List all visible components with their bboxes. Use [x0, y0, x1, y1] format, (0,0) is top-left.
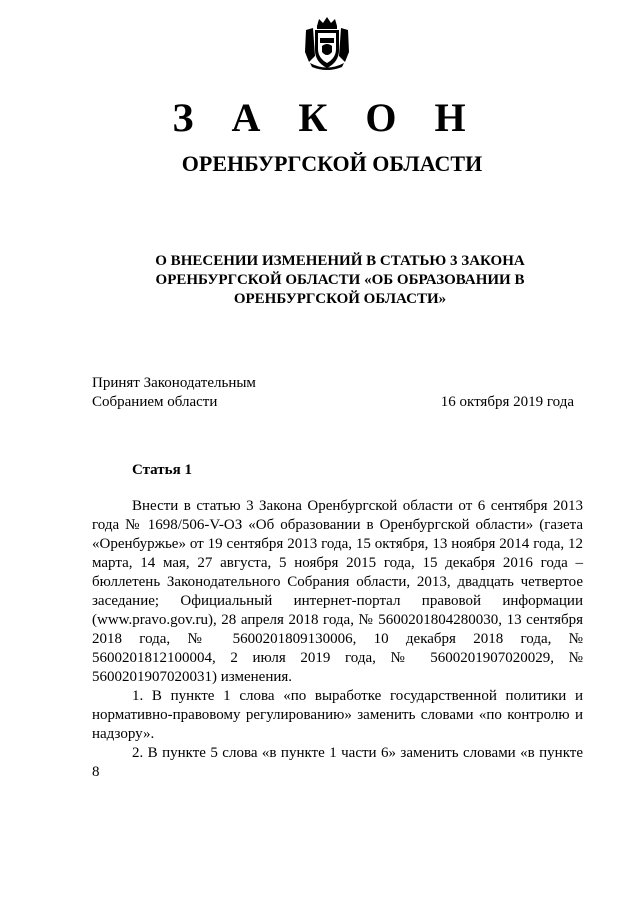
article-paragraph-intro: Внести в статью 3 Закона Оренбургской области от 6 сентября 2013 года № 1698/506-V-ОЗ «Об образовании в Оренбургской области» (газета «Оренбуржье» от 19 сентября 2013 года, 15 октября, 13 ноября 2014 года, 12 марта, 14 мая, 27 августа, 5 ноября 2015 года, 15 декабря 2016 года – бюллетень Законодательного Собрания области, 2013, двадцать четвертое заседание; Официальный интернет-портал правовой информации (www.pravo.gov.ru), 28 апреля 2018 года, № 5600201804280030, 13 сентября 2018 года, № 5600201809130006, 10 декабря 2018 года, № 5600201812100004, 2 июля 2019 года, № 5600201907020029, № 5600201907020031) изменения. — [92, 498, 583, 685]
adoption-line: Собранием области — [92, 394, 218, 410]
law-title: З А К О Н — [172, 95, 480, 140]
law-subject-line: ОРЕНБУРГСКОЙ ОБЛАСТИ» — [233, 291, 447, 307]
adoption-line: Принят Законодательным — [92, 375, 256, 391]
coat-of-arms-emblem — [304, 16, 350, 70]
adoption-body — [92, 374, 256, 412]
law-region: ОРЕНБУРГСКОЙ ОБЛАСТИ — [181, 151, 483, 176]
article-body — [92, 497, 583, 782]
law-subject-line: ОРЕНБУРГСКОЙ ОБЛАСТИ «ОБ ОБРАЗОВАНИИ В — [155, 272, 525, 288]
orenburg-coat-of-arms-icon — [304, 16, 350, 70]
adoption-date: 16 октября 2019 года — [440, 394, 574, 410]
article-item-1: 1. В пункте 1 слова «по выработке государственной политики и нормативно-правовому регулированию» заменить словами «по контролю и надзору». — [92, 688, 583, 742]
article-heading: Статья 1 — [132, 462, 192, 478]
law-subject — [140, 252, 540, 309]
article-item-2: 2. В пункте 5 слова «в пункте 1 части 6» заменить словами «в пункте 8 — [92, 745, 583, 780]
law-subject-line: О ВНЕСЕНИИ ИЗМЕНЕНИЙ В СТАТЬЮ 3 ЗАКОНА — [155, 253, 525, 269]
